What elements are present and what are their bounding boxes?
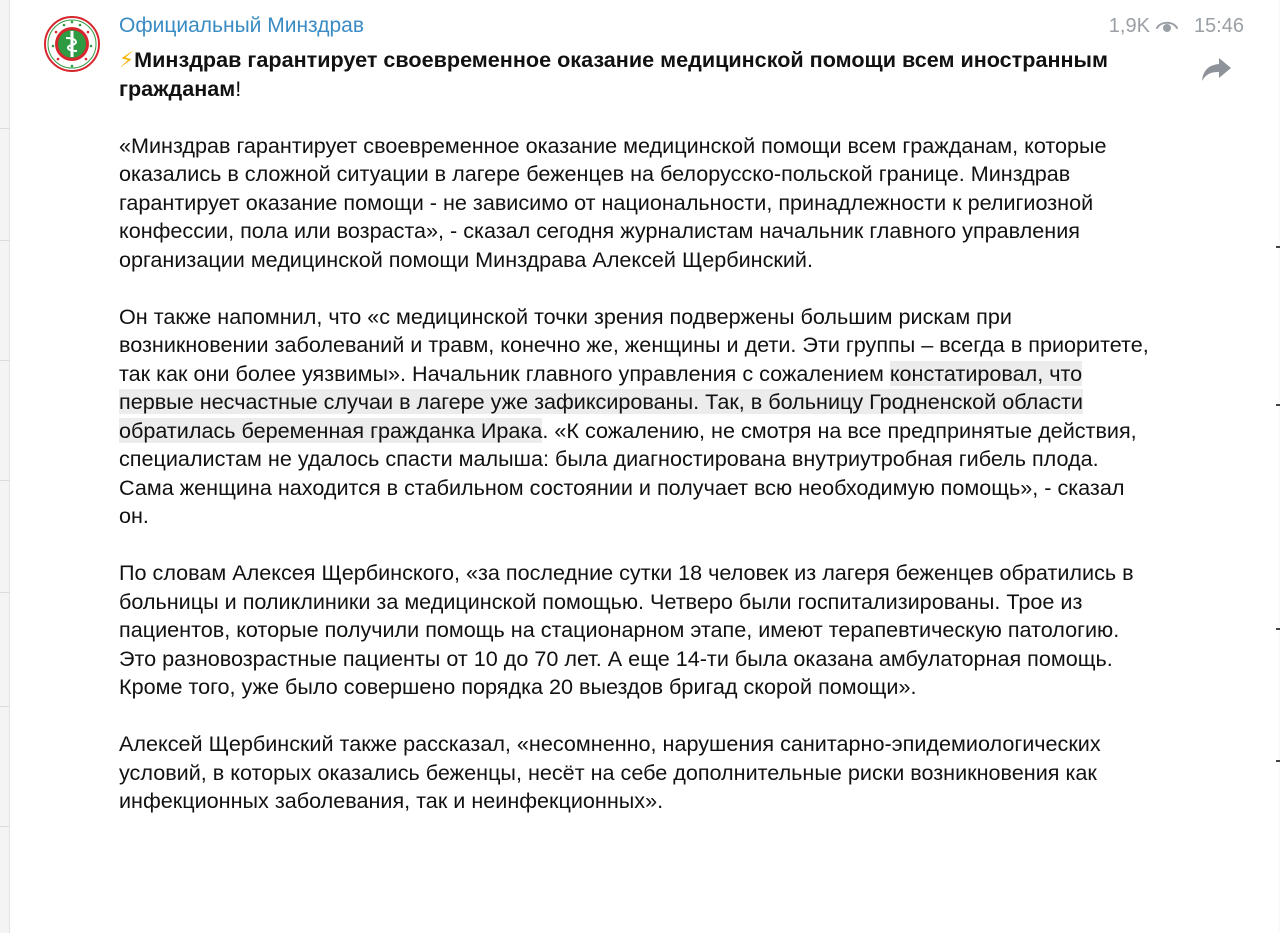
right-edge-mark [1276, 404, 1280, 406]
channel-avatar[interactable] [44, 16, 100, 72]
paragraph-3: По словам Алексея Щербинского, «за последние сутки 18 человек из лагеря беженцев обратились в больницы и поликлиники за медицинской помощью. Четверо были госпитализированы. Трое из пациентов, которые получили помощь на стационарном этапе, имеют терапевтическую патологию. Это разновозрастные пациенты от 10 до 70 лет. А еще 14-ти была оказана амбулаторная помощь. Кроме того, уже было совершено порядка 20 выездов бригад скорой помощи». [119, 560, 1134, 699]
left-edge-divider [0, 480, 9, 481]
highlighted-text: , в больницу Гродненской области обратилась беременная гражданка Ирака [119, 389, 1083, 443]
right-edge-mark [1276, 246, 1280, 248]
left-edge-divider [0, 360, 9, 361]
left-edge-divider [0, 240, 9, 241]
lightning-icon: ⚡ [119, 47, 135, 72]
views-count: 1,9K [1108, 15, 1150, 37]
highlighted-text: констатировал, что первые несчастные случаи в лагере уже зафиксированы. Так [119, 360, 1083, 414]
left-panel-edge [0, 0, 10, 933]
paragraph-1: «Минздрав гарантирует своевременное оказание медицинской помощи всем гражданам, которые оказались в сложной ситуации в лагере беженцев на белорусско-польской границе. Минздрав гарантирует оказание помощи - не зависимо от национальности, принадлежности к религиозной конфессии, пола или возраста», - сказал сегодня журналистам начальник главного управления организации медицинской помощи Минздрава Алексей Щербинский. [119, 132, 1107, 272]
forward-button[interactable] [1200, 54, 1234, 84]
eye-icon [1156, 18, 1178, 34]
post-title-bold: Минздрав гарантирует своевременное оказание медицинской помощи всем иностранным гражданам [119, 47, 1108, 101]
message-time: 15:46 [1193, 15, 1244, 37]
message-text [119, 46, 1159, 844]
left-edge-divider [0, 706, 9, 707]
channel-name[interactable]: Официальный Минздрав [119, 14, 364, 37]
post-title-end: ! [235, 75, 242, 101]
left-edge-divider [0, 128, 9, 129]
message-meta [1109, 12, 1244, 40]
paragraph-2-start: Он также напомнил, что «с медицинской точки зрения подвержены большим рискам при возникновении заболеваний и травм, конечно же, женщины и дети. Эти группы – всегда в приоритете, так как они более уязвимы». Начальник главного управления с сожалением [119, 303, 1149, 386]
left-edge-divider [0, 826, 9, 827]
post-title [119, 46, 1159, 103]
paragraph-2-end: . «К сожалению, не смотря на все предпринятые действия, специалистам не удалось спасти малыша: была диагностирована внутриутробная гибель плода. Сама женщина находится в стабильном состоянии и получает всю необходимую помощь», - сказал он. [119, 417, 1137, 528]
left-edge-divider [0, 592, 9, 593]
paragraph-2 [119, 303, 1159, 531]
paragraph-4: Алексей Щербинский также рассказал, «несомненно, нарушения санитарно-эпидемиологических условий, в которых оказались беженцы, несёт на себе дополнительные риски возникновения как инфекционных заболевания, так и неинфекционных». [119, 731, 1101, 813]
share-arrow-icon [1200, 54, 1234, 84]
message-header [119, 12, 1250, 42]
right-edge-mark [1276, 760, 1280, 762]
right-edge-mark [1276, 628, 1280, 630]
ministry-logo-icon [44, 16, 100, 72]
